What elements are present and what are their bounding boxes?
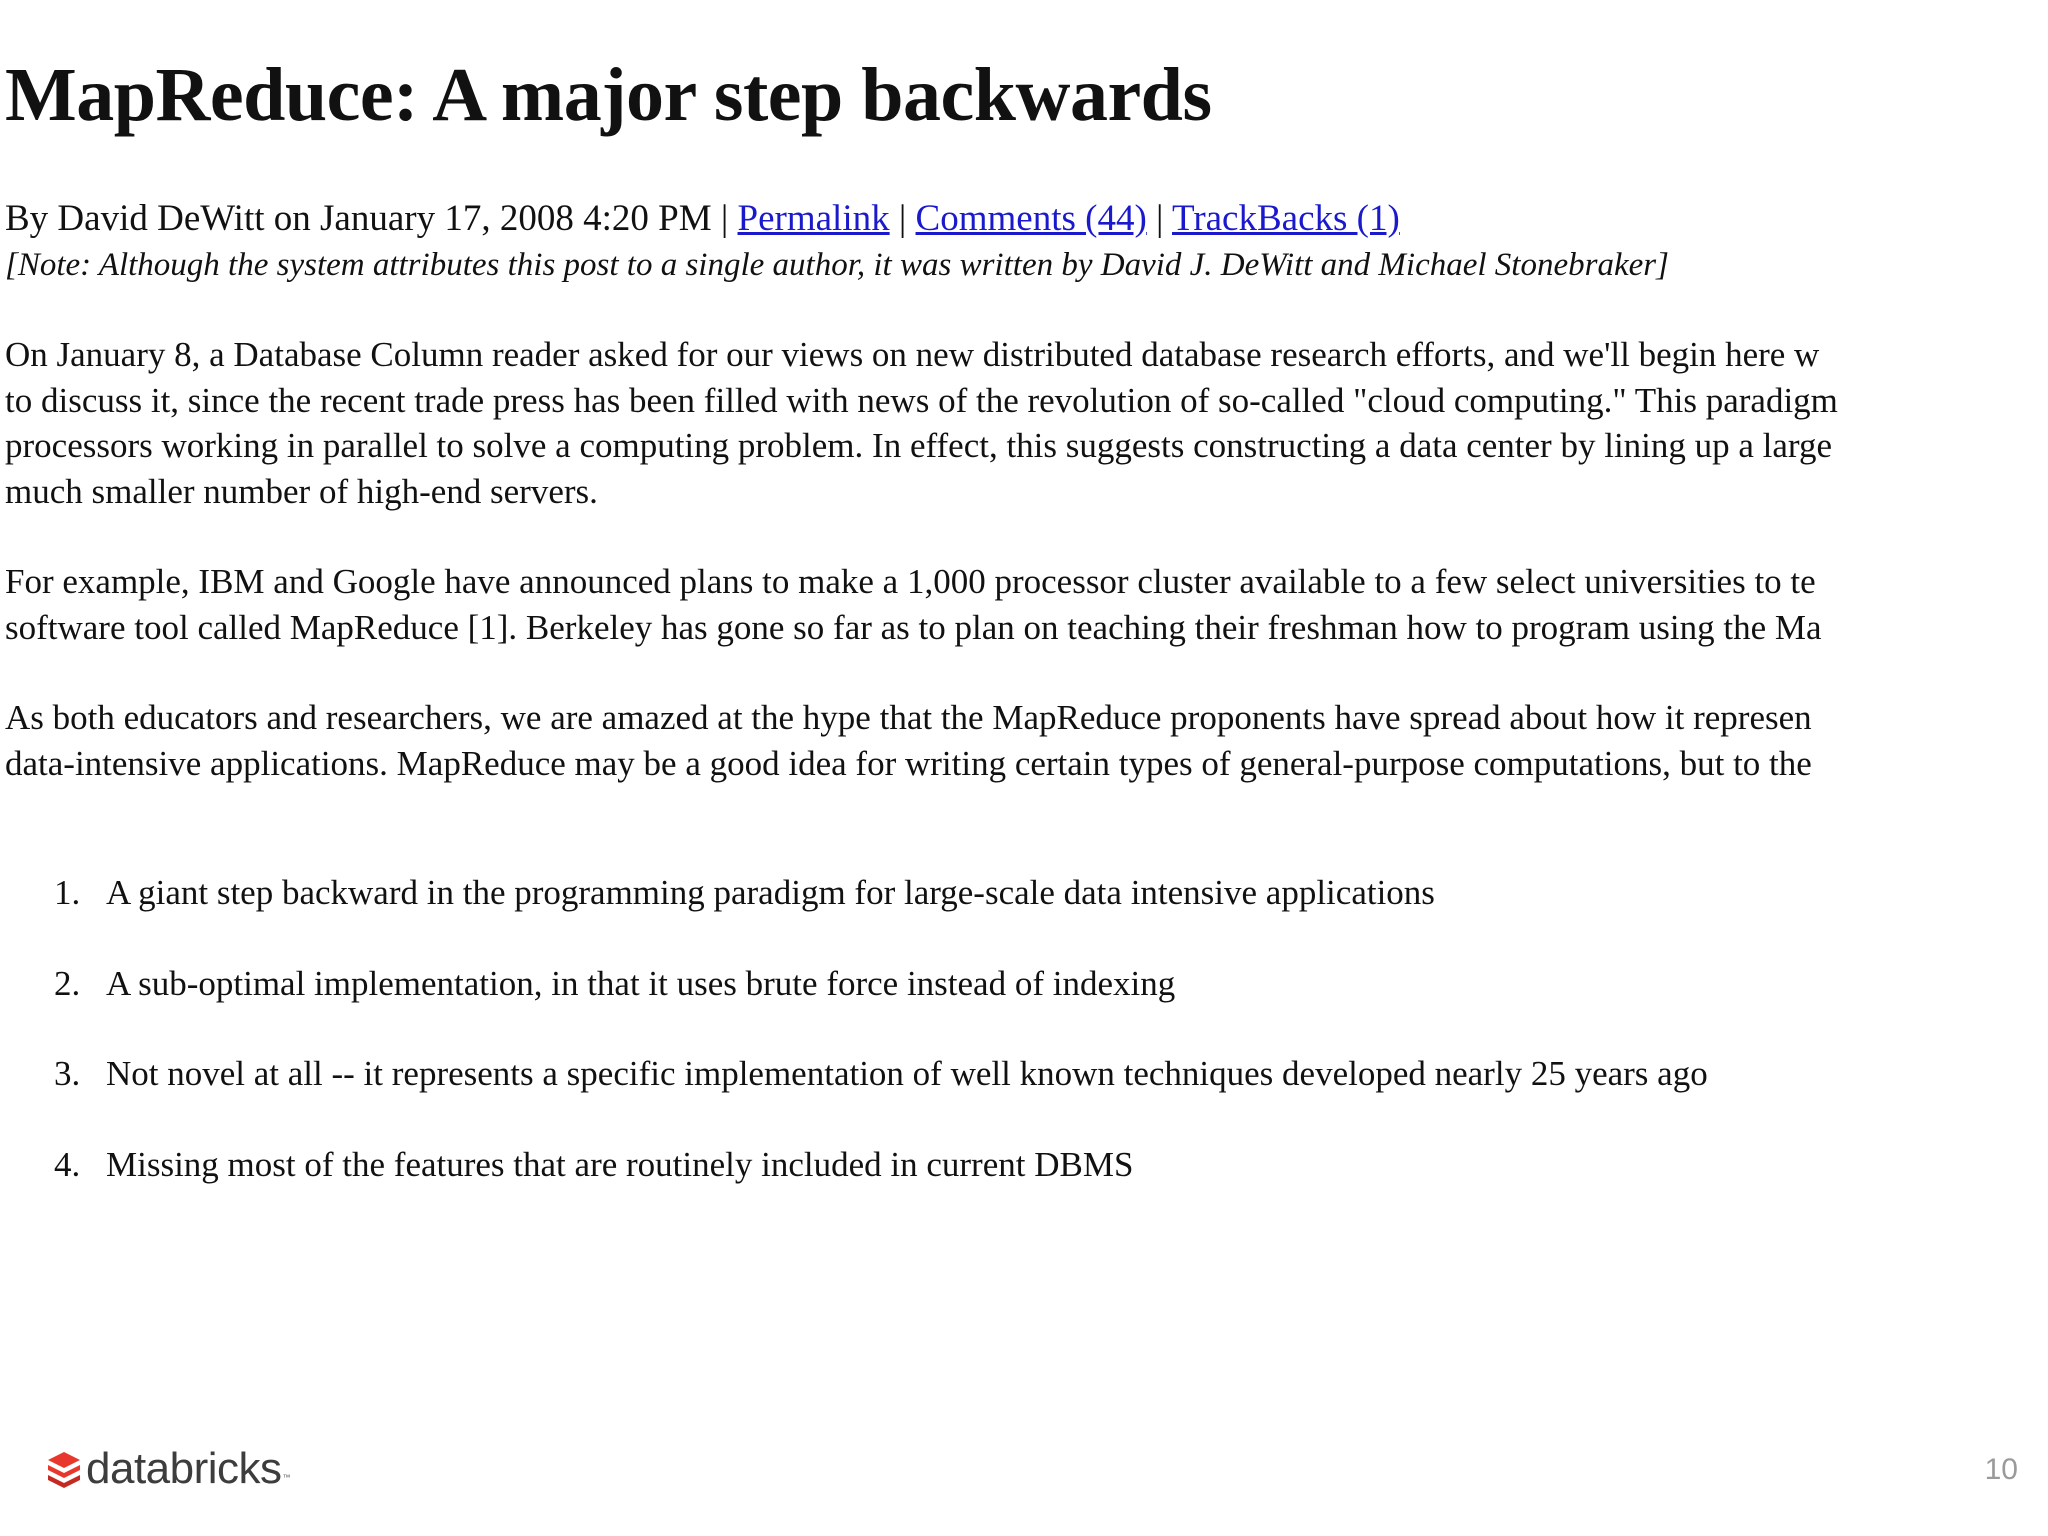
page-number: 10 — [1984, 1453, 2018, 1486]
paragraph-line: to discuss it, since the recent trade press has been filled with news of the revolution of so-called "cloud computing." This paradigm — [5, 380, 1838, 420]
list-item-text: A sub-optimal implementation, in that it uses brute force instead of indexing — [106, 963, 1176, 1003]
paragraph-intro — [5, 332, 2048, 514]
list-item-number: 3. — [54, 1054, 81, 1093]
list-item-number: 2. — [54, 963, 81, 1003]
paragraph-educators — [5, 695, 2048, 786]
paragraph-line: As both educators and researchers, we are amazed at the hype that the MapReduce proponents have spread about how it represen — [5, 698, 1812, 737]
page-title: MapReduce: A major step backwards — [5, 53, 1212, 137]
paragraph-line: processors working in parallel to solve a computing problem. In effect, this suggests constructing a data center by lining up a large — [5, 426, 1832, 465]
list-item-number: 1. — [54, 873, 81, 912]
paragraph-line: For example, IBM and Google have announced plans to make a 1,000 processor cluster available to a few select universities to te — [5, 562, 1816, 601]
byline-separator: | — [1146, 198, 1173, 239]
paragraph-line: On January 8, a Database Column reader asked for our views on new distributed database research efforts, and we'll begin here w — [5, 335, 1820, 374]
authorship-note: [Note: Although the system attributes this post to a single author, it was written by David J. DeWitt and Michael Stonebraker] — [5, 247, 1669, 283]
comments-link[interactable]: Comments (44) — [915, 198, 1147, 239]
paragraph-line: software tool called MapReduce [1]. Berkeley has gone so far as to plan on teaching their freshman how to program using the Ma — [5, 607, 1822, 647]
permalink-link[interactable]: Permalink — [737, 198, 890, 239]
byline — [5, 196, 1400, 242]
logo-wordmark: databricks — [86, 1444, 282, 1493]
list-item-number: 4. — [54, 1144, 81, 1184]
databricks-stack-icon — [46, 1450, 82, 1488]
logo-trademark: ™ — [282, 1473, 291, 1482]
list-item-text: Not novel at all -- it represents a specific implementation of well known techniques developed nearly 25 years ago — [106, 1054, 1708, 1093]
paragraph-line: much smaller number of high-end servers. — [5, 471, 598, 511]
list-item-text: A giant step backward in the programming paradigm for large-scale data intensive applications — [106, 873, 1435, 912]
byline-separator: | — [889, 198, 916, 239]
byline-author-date: By David DeWitt on January 17, 2008 4:20 PM | — [5, 198, 738, 239]
trackbacks-link[interactable]: TrackBacks (1) — [1172, 198, 1400, 239]
paragraph-line: data-intensive applications. MapReduce may be a good idea for writing certain types of general-purpose computations, but to the — [5, 743, 1812, 783]
paragraph-example — [5, 559, 2048, 650]
list-item-text: Missing most of the features that are routinely included in current DBMS — [106, 1144, 1134, 1184]
databricks-logo — [46, 1444, 291, 1494]
